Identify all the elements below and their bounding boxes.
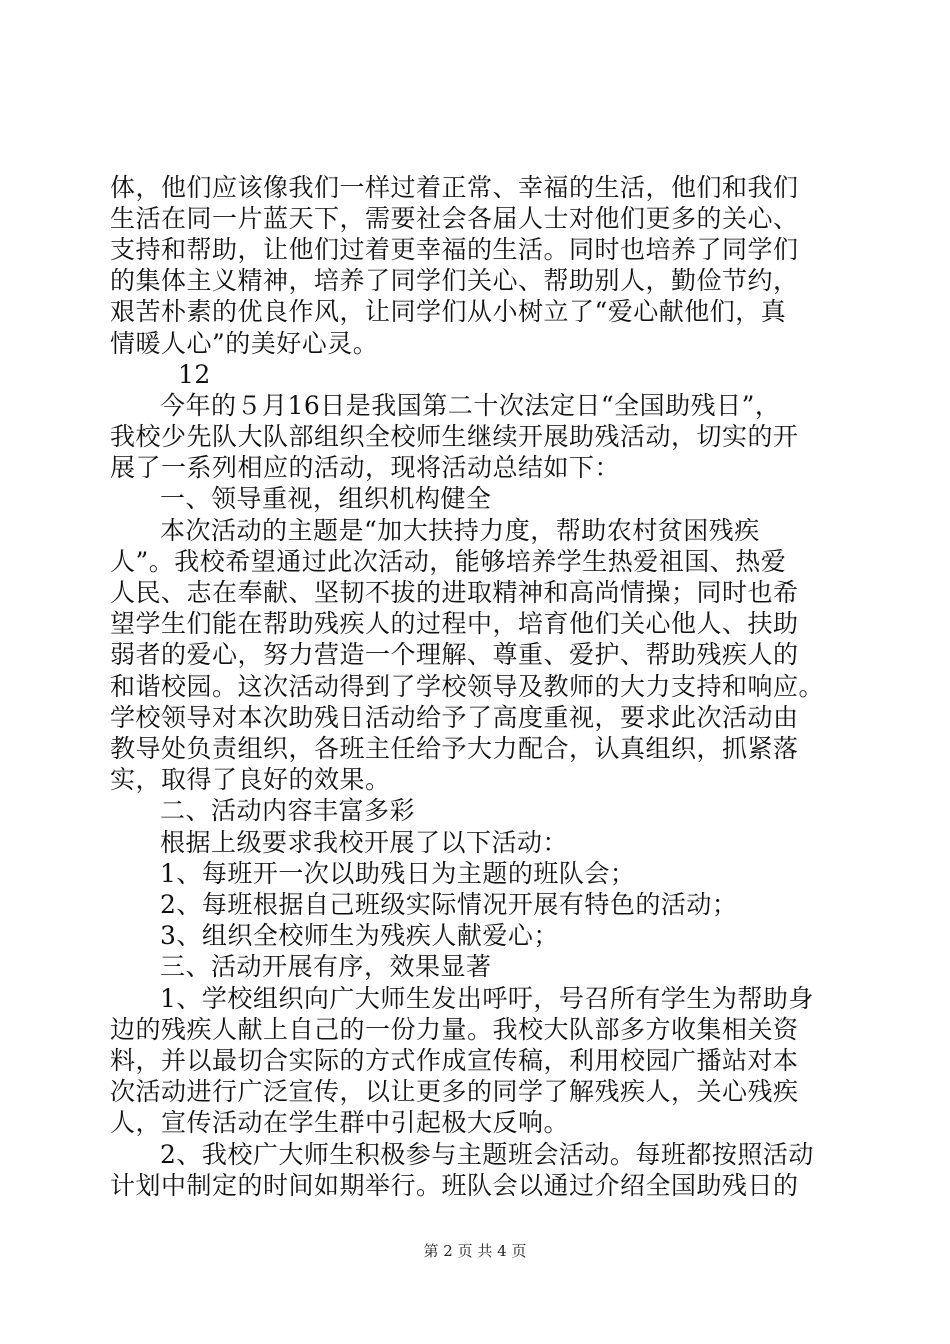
text-line: 展了一系列相应的活动，现将活动总结如下： bbox=[110, 453, 621, 482]
text-line: 根据上级要求我校开展了以下活动： bbox=[160, 828, 569, 857]
text-line: 12 bbox=[178, 360, 211, 389]
text-line: 今年的５月16日是我国第二十次法定日“全国助残日”， bbox=[160, 391, 781, 420]
list-item: 2、每班根据自己班级实际情况开展有特色的活动； bbox=[160, 890, 738, 919]
text-line: 和谐校园。这次活动得到了学校领导及教师的大力支持和响应。 bbox=[110, 672, 825, 701]
text-line: 边的残疾人献上自己的一份力量。我校大队部多方收集相关资 bbox=[110, 1015, 799, 1044]
page-footer: 第 2 页 共 4 页 bbox=[423, 1242, 527, 1260]
text-line: 料，并以最切合实际的方式作成宣传稿，利用校园广播站对本 bbox=[110, 1046, 799, 1075]
text-line: 弱者的爱心，努力营造一个理解、尊重、爱护、帮助残疾人的 bbox=[110, 640, 799, 669]
text-line: 教导处负责组织，各班主任给予大力配合，认真组织，抓紧落 bbox=[110, 734, 799, 763]
section-heading: 二、活动内容丰富多彩 bbox=[160, 796, 416, 825]
text-line: 本次活动的主题是“加大扶持力度，帮助农村贫困残疾 bbox=[160, 516, 760, 545]
section-heading: 一、领导重视，组织机构健全 bbox=[160, 484, 492, 513]
list-item: 3、组织全校师生为残疾人献爱心； bbox=[160, 921, 559, 950]
text-line: 2、我校广大师生积极参与主题班会活动。每班都按照活动 bbox=[160, 1140, 814, 1169]
text-line: 的集体主义精神，培养了同学们关心、帮助别人，勤俭节约， bbox=[110, 266, 799, 295]
text-line: 艰苦朴素的优良作风，让同学们从小树立了“爱心献他们，真 bbox=[110, 297, 787, 326]
text-line: 1、学校组织向广大师生发出呼吁，号召所有学生为帮助身 bbox=[160, 984, 814, 1013]
text-line: 学校领导对本次助残日活动给予了高度重视，要求此次活动由 bbox=[110, 703, 799, 732]
text-line: 支持和帮助，让他们过着更幸福的生活。同时也培养了同学们 bbox=[110, 235, 799, 264]
text-line: 人”。我校希望通过此次活动，能够培养学生热爱祖国、热爱 bbox=[110, 547, 787, 576]
text-line: 我校少先队大队部组织全校师生继续开展助残活动，切实的开 bbox=[110, 422, 799, 451]
section-heading: 三、活动开展有序，效果显著 bbox=[160, 952, 492, 981]
text-line: 次活动进行广泛宣传，以让更多的同学了解残疾人，关心残疾 bbox=[110, 1077, 799, 1106]
text-line: 计划中制定的时间如期举行。班队会以通过介绍全国助残日的 bbox=[110, 1171, 799, 1200]
text-line: 人民、志在奉献、坚韧不拔的进取精神和高尚情操；同时也希 bbox=[110, 578, 799, 607]
text-line: 望学生们能在帮助残疾人的过程中，培育他们关心他人、扶助 bbox=[110, 609, 799, 638]
text-line: 实，取得了良好的效果。 bbox=[110, 765, 391, 794]
text-line: 生活在同一片蓝天下，需要社会各届人士对他们更多的关心、 bbox=[110, 204, 799, 233]
text-line: 人，宣传活动在学生群中引起极大反响。 bbox=[110, 1108, 570, 1137]
text-line: 情暖人心”的美好心灵。 bbox=[110, 329, 379, 358]
list-item: 1、每班开一次以助残日为主题的班队会； bbox=[160, 859, 636, 888]
text-line: 体，他们应该像我们一样过着正常、幸福的生活，他们和我们 bbox=[110, 173, 799, 202]
